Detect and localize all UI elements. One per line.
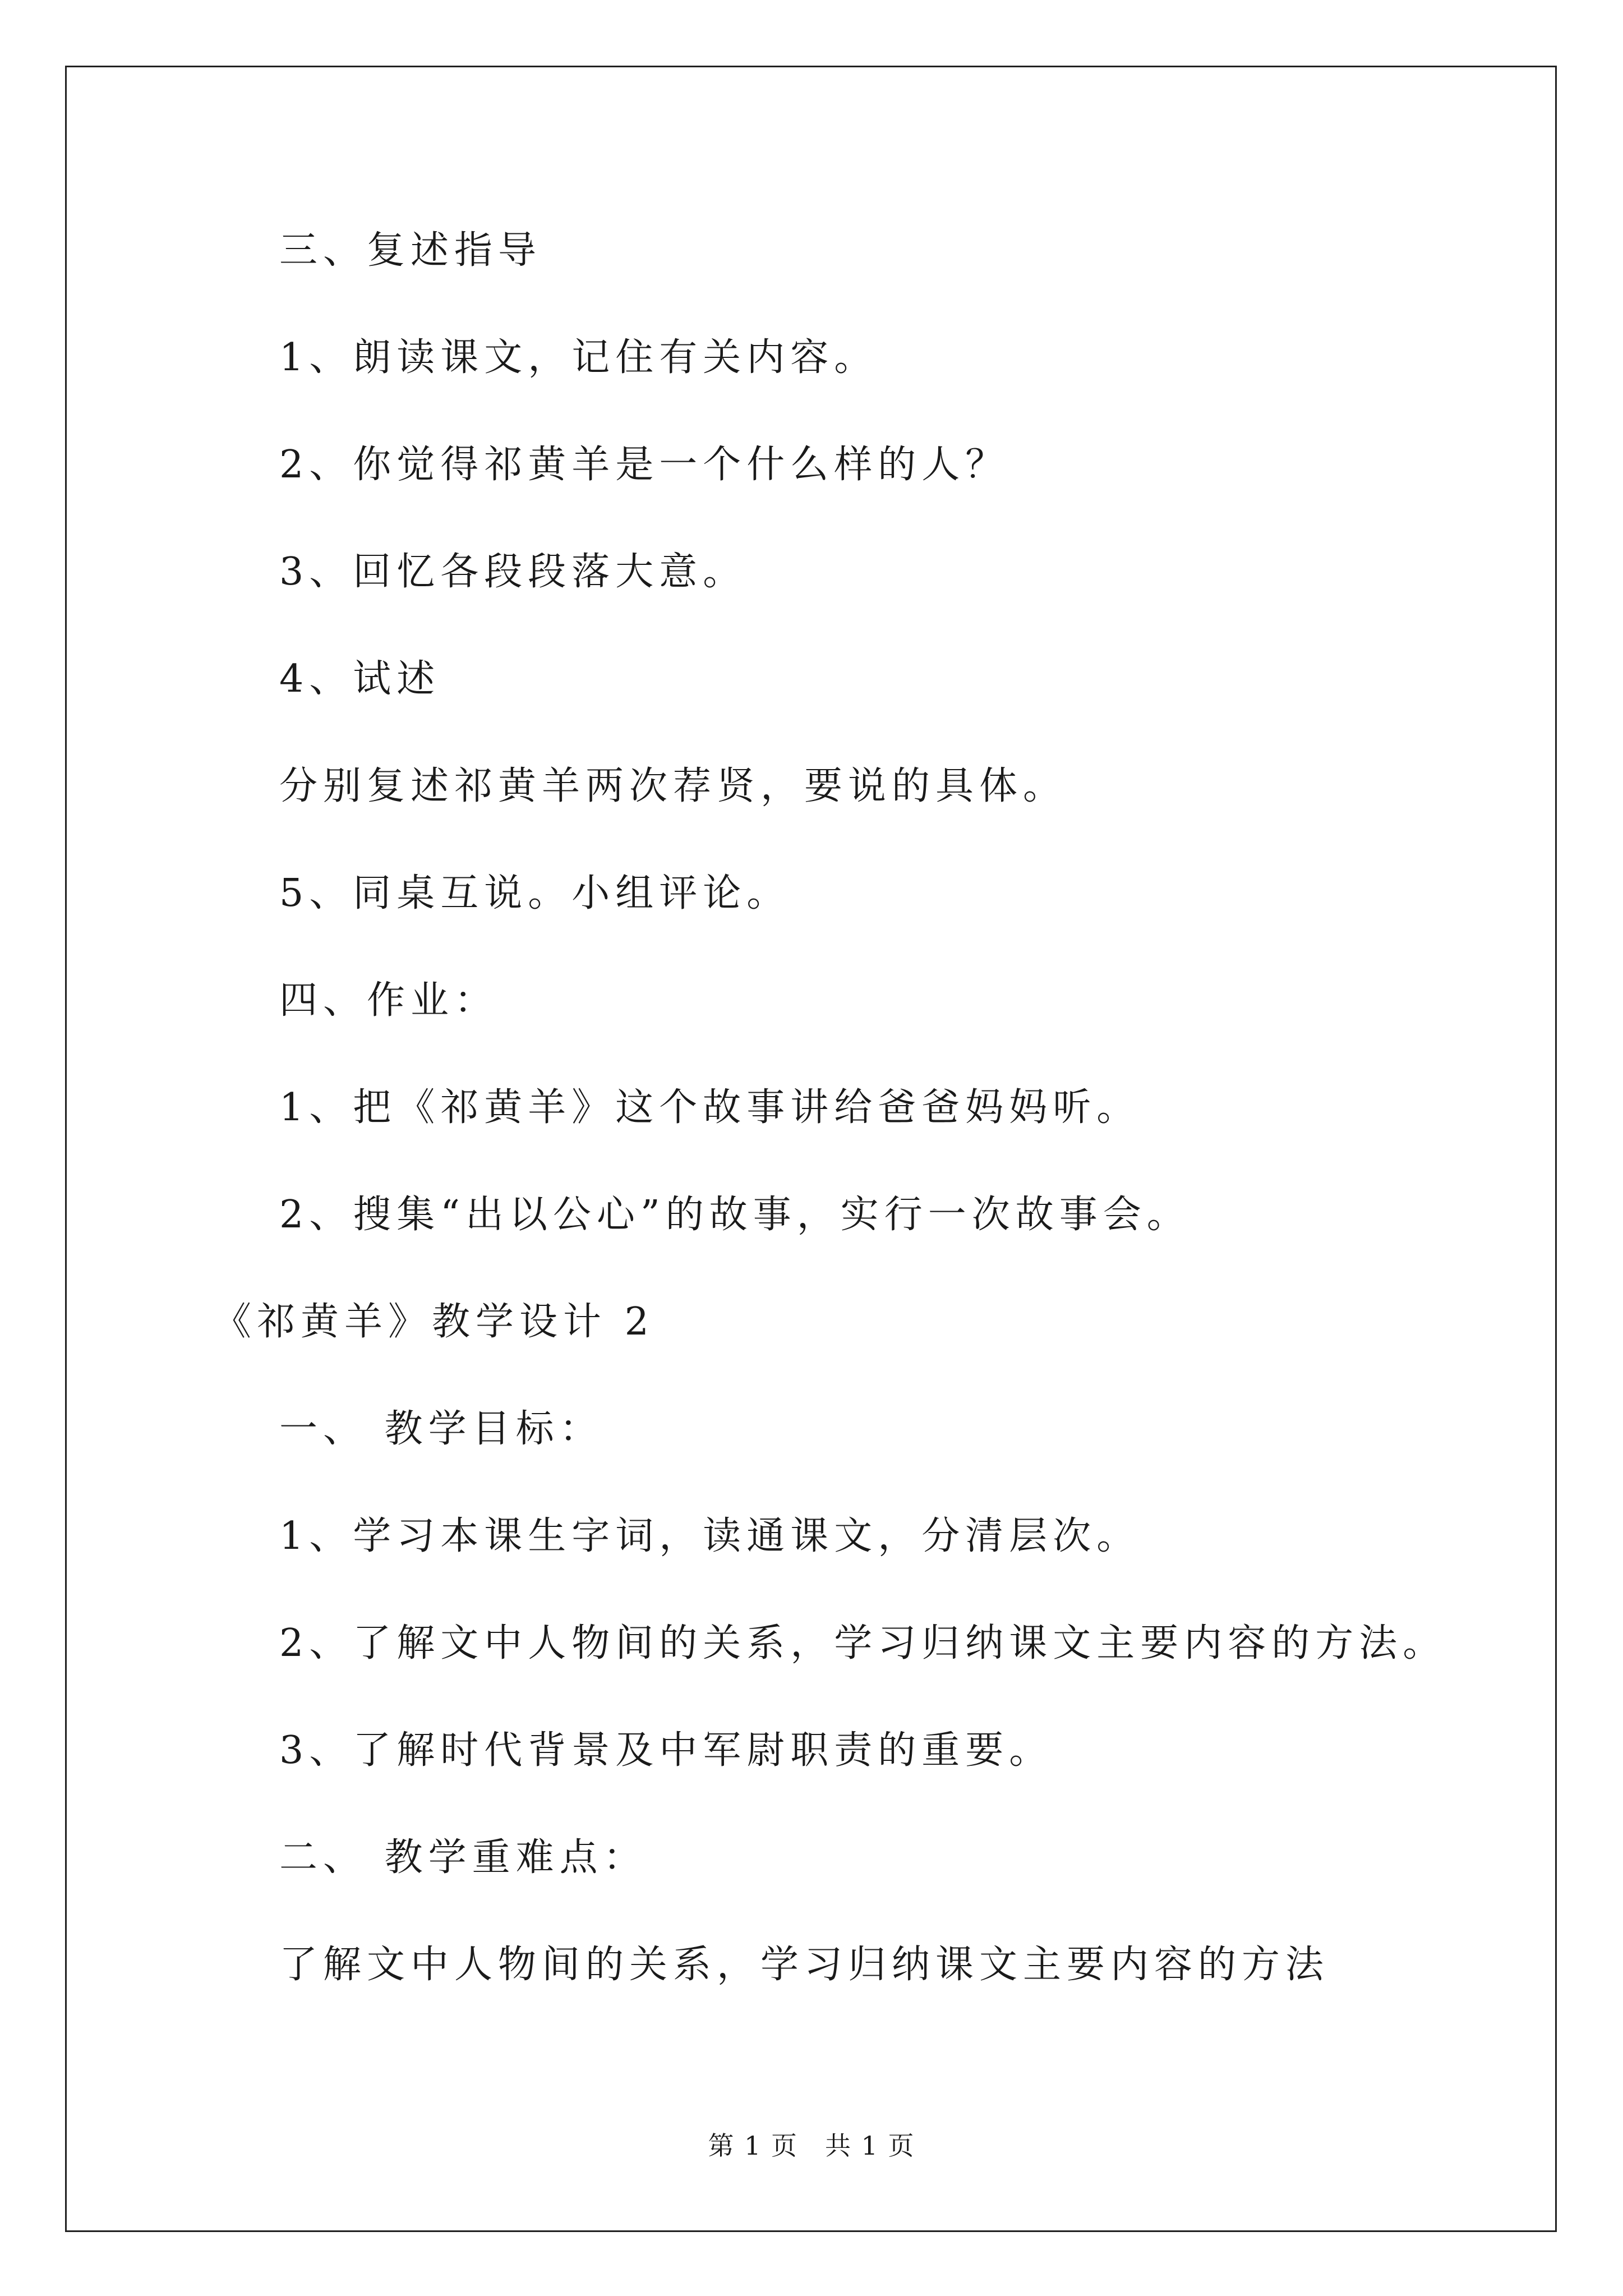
page-border — [65, 66, 1557, 2232]
paragraph-line: 分别复述祁黄羊两次荐贤，要说的具体。 — [279, 764, 1067, 808]
paragraph-line: 3、了解时代背景及中军尉职责的重要。 — [279, 1728, 1053, 1773]
paragraph-line: 1、学习本课生字词，读通课文，分清层次。 — [279, 1514, 1141, 1558]
heading-retelling-guidance: 三、复述指导 — [279, 228, 542, 273]
paragraph-line: 5、同桌互说。小组评论。 — [279, 871, 791, 915]
paragraph-line: 了解文中人物间的关系，学习归纳课文主要内容的方法 — [279, 1943, 1330, 1987]
heading-homework: 四、作业： — [279, 978, 499, 1023]
paragraph-line: 2、了解文中人物间的关系，学习归纳课文主要内容的方法。 — [279, 1621, 1447, 1665]
paragraph-line: 2、你觉得祁黄羊是一个什么样的人？ — [279, 443, 1009, 487]
heading-key-difficulties: 二、 教学重难点： — [279, 1835, 647, 1880]
page-footer: 第 1 页 共 1 页 — [708, 2131, 915, 2161]
paragraph-line: 2、搜集“出以公心”的故事，实行一次故事会。 — [279, 1193, 1191, 1237]
section-title: 《祁黄羊》教学设计 2 — [213, 1300, 654, 1344]
paragraph-line: 1、把《祁黄羊》这个故事讲给爸爸妈妈听。 — [279, 1085, 1141, 1130]
heading-teaching-goals: 一、 教学目标： — [279, 1407, 603, 1451]
paragraph-line: 1、朗读课文，记住有关内容。 — [279, 335, 878, 380]
paragraph-line: 4、试述 — [279, 657, 441, 701]
paragraph-line: 3、回忆各段段落大意。 — [279, 550, 747, 594]
